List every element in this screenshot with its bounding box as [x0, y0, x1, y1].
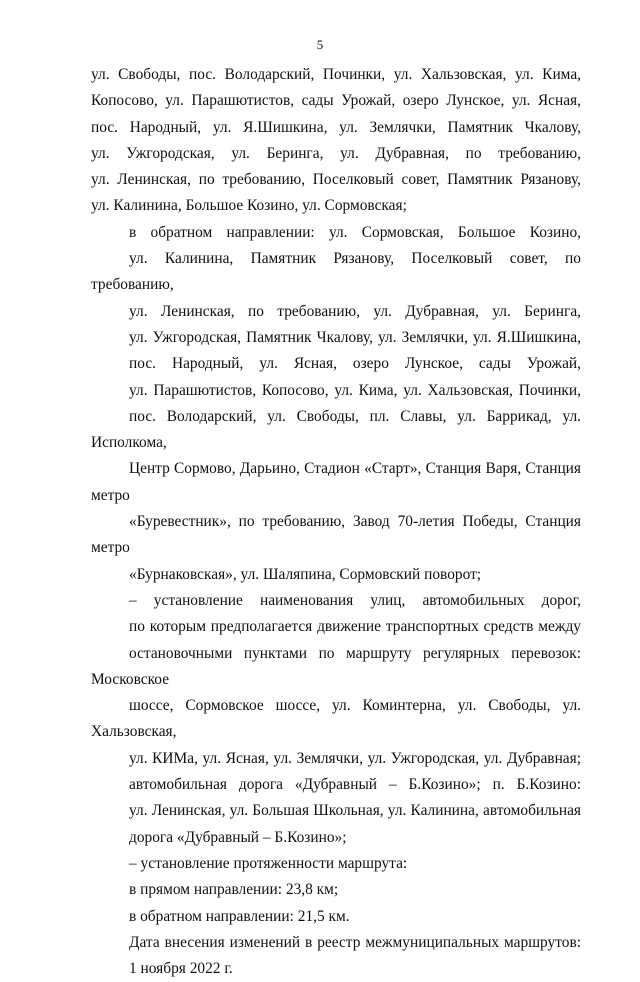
text-line: 1 ноября 2022 г. — [129, 960, 233, 978]
document-body — [91, 62, 581, 982]
text-line: Дата внесения изменений в реестр межмуниципальных маршрутов: — [129, 933, 581, 951]
text-line: ул. Ужгородская, ул. Беринга, ул. Дубравная, по требованию, — [91, 144, 581, 162]
text-line: дорога «Дубравный – Б.Козино»; — [129, 828, 347, 846]
text-line: Копосово, ул. Парашютистов, сады Урожай, озеро Лунское, ул. Ясная, — [91, 92, 581, 110]
text-line: ул. Калинина, Памятник Рязанову, Поселковый совет, по требованию, — [91, 250, 581, 294]
text-line: ул. Ленинская, ул. Большая Школьная, ул. Калинина, автомобильная — [129, 802, 581, 820]
paragraph-forward-route-stops — [91, 62, 581, 220]
paragraph-return-route-stops — [91, 220, 581, 588]
text-line: ул. Ленинская, по требованию, ул. Дубравная, ул. Беринга, — [129, 302, 581, 320]
text-line: ул. Калинина, Большое Козино, ул. Сормовская; — [91, 197, 407, 215]
text-line: – установление протяженности маршрута: — [129, 854, 408, 872]
text-line: автомобильная дорога «Дубравный – Б.Козино»; п. Б.Козино: — [129, 776, 581, 794]
text-line: пос. Володарский, ул. Свободы, пл. Славы, ул. Баррикад, ул. Исполкома, — [91, 407, 581, 452]
paragraph-return-length — [91, 904, 581, 930]
text-line: ул. Парашютистов, Копосово, ул. Кима, ул. Хальзовская, Починки, — [129, 381, 581, 399]
text-line: «Буревестник», по требованию, Завод 70-летия Победы, Станция метро — [91, 513, 581, 557]
text-line: пос. Народный, ул. Я.Шишкина, ул. Землячки, Памятник Чкалову, — [91, 118, 581, 136]
text-line: шоссе, Сормовское шоссе, ул. Коминтерна, ул. Свободы, ул. Хальзовская, — [91, 697, 581, 741]
text-line: – установление наименования улиц, автомобильных дорог, — [129, 591, 581, 609]
text-line: ул. КИМа, ул. Ясная, ул. Землячки, ул. Ужгородская, ул. Дубравная; — [129, 749, 581, 767]
paragraph-route-length-heading — [91, 851, 581, 877]
text-line: в обратном направлении: ул. Сормовская, Большое Козино, — [129, 223, 581, 241]
paragraph-forward-length — [91, 877, 581, 903]
text-line: ул. Свободы, пос. Володарский, Починки, ул. Хальзовская, ул. Кима, — [91, 66, 581, 83]
text-line: ул. Ужгородская, Памятник Чкалову, ул. Землячки, ул. Я.Шишкина, — [129, 328, 581, 346]
text-line: «Бурнаковская», ул. Шаляпина, Сормовский поворот; — [129, 565, 482, 583]
text-line: пос. Народный, ул. Ясная, озеро Лунское, сады Урожай, — [129, 355, 581, 373]
page-number: 5 — [316, 37, 324, 52]
text-line: по которым предполагается движение транспортных средств между — [129, 618, 581, 636]
text-line: остановочными пунктами по маршруту регулярных перевозок: Московское — [91, 644, 581, 688]
text-line: в обратном направлении: 21,5 км. — [129, 907, 350, 925]
text-line: ул. Ленинская, по требованию, Поселковый совет, Памятник Рязанову, — [91, 171, 581, 189]
paragraph-registry-date — [91, 930, 581, 982]
text-line: в прямом направлении: 23,8 км; — [129, 881, 339, 899]
text-line: Центр Сормово, Дарьино, Стадион «Старт», Станция Варя, Станция метро — [91, 460, 581, 504]
paragraph-street-names — [91, 588, 581, 851]
